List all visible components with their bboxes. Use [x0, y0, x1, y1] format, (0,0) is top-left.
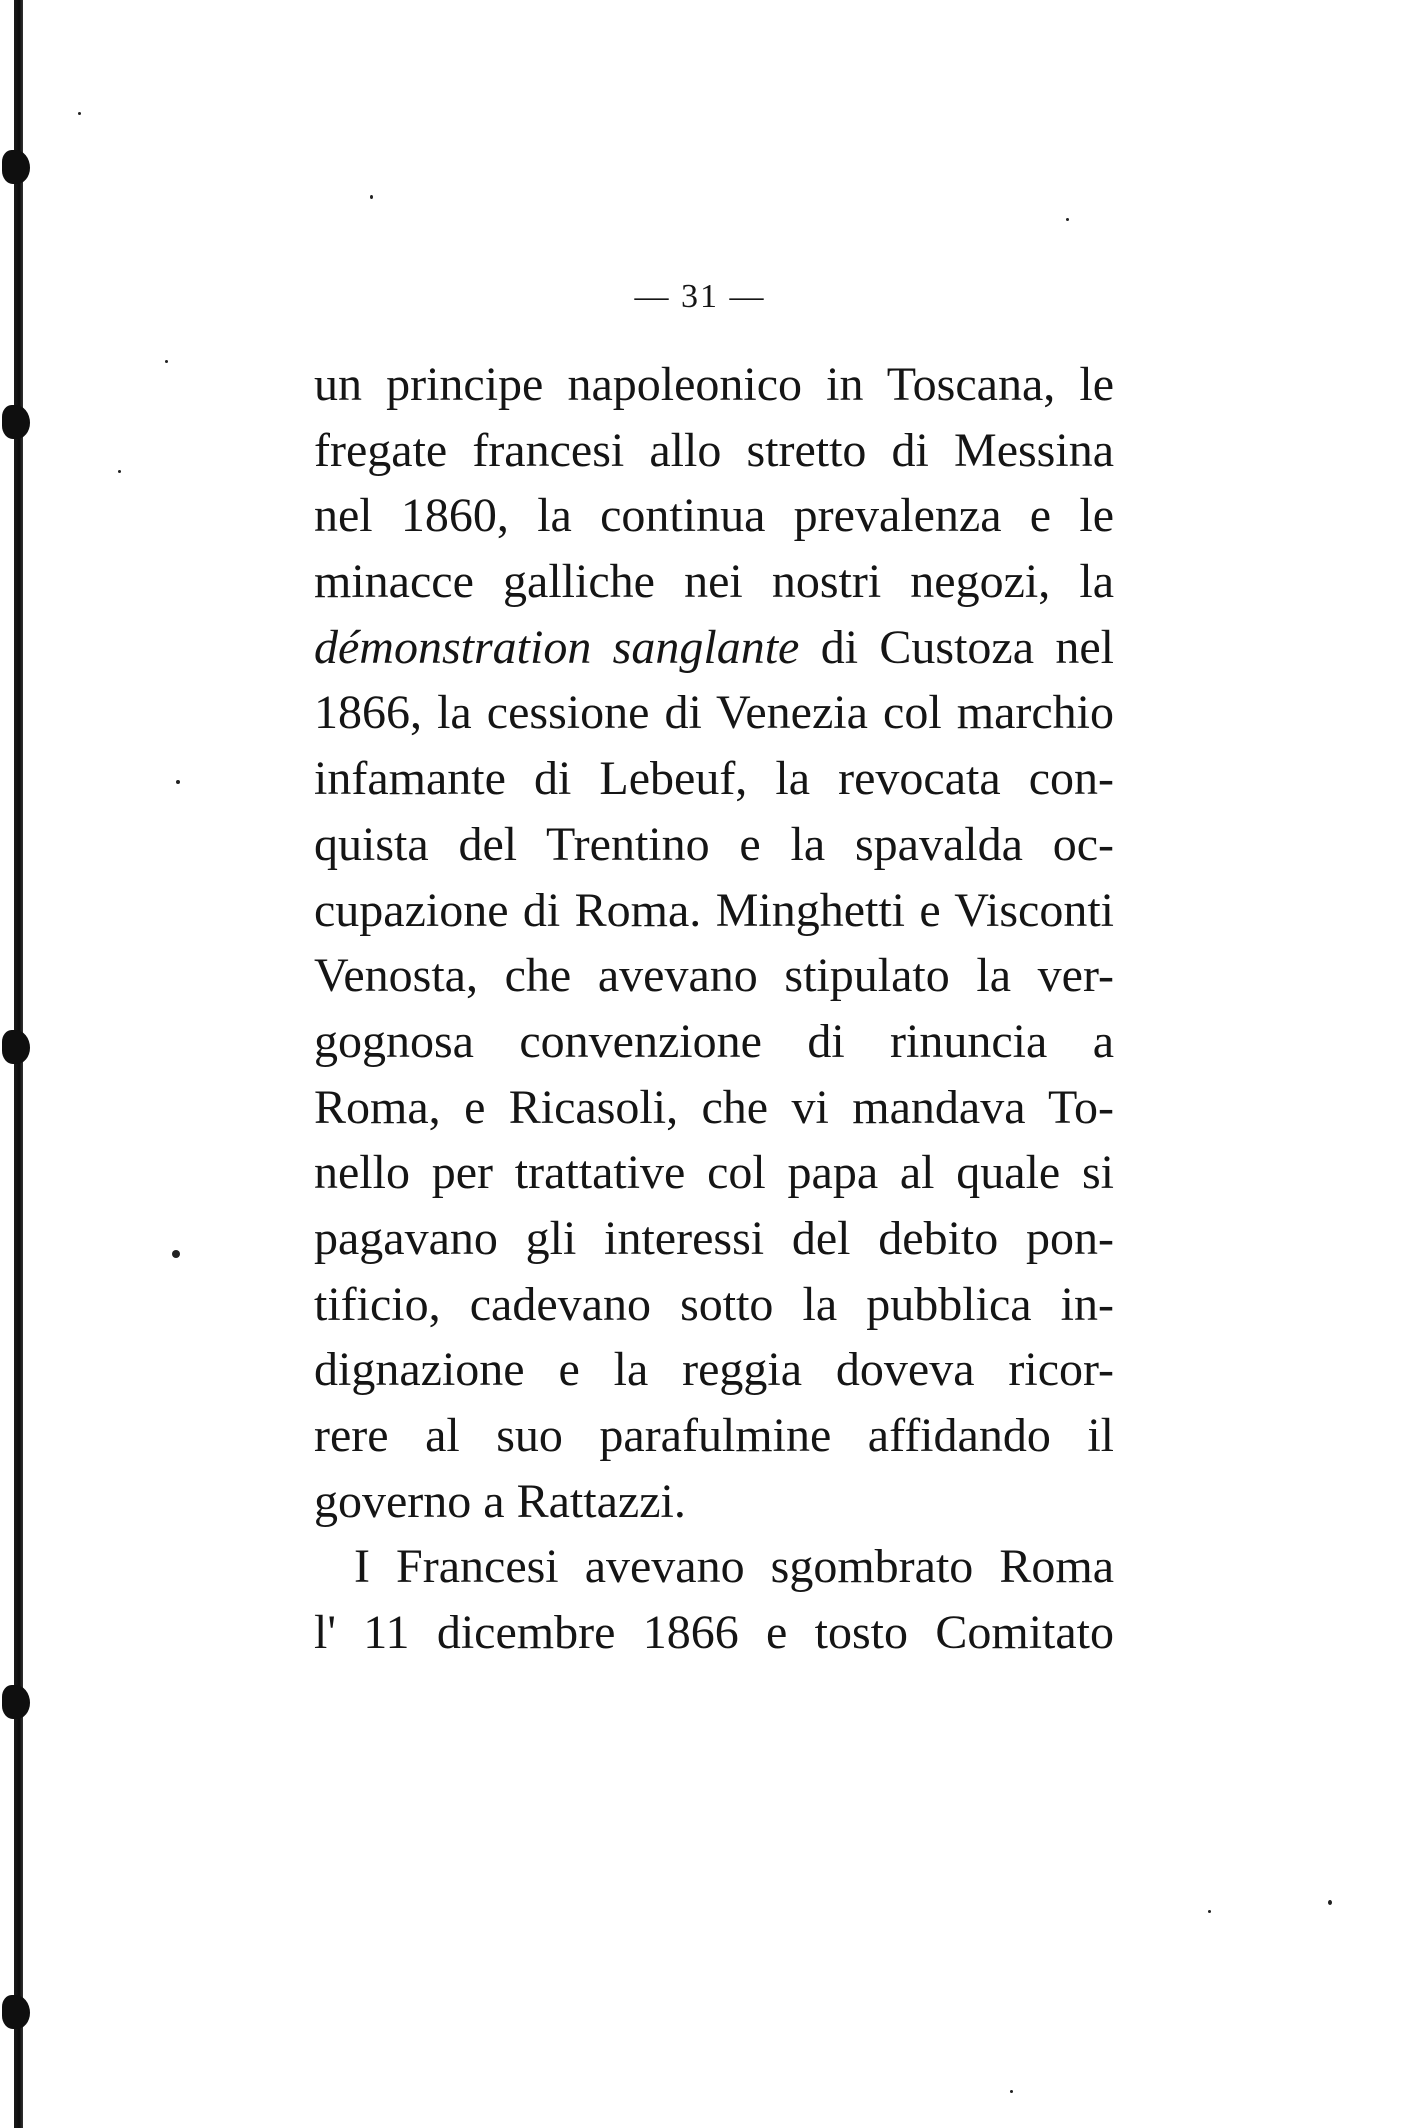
paper-speck [1010, 2090, 1013, 2093]
binding-mark [2, 150, 30, 184]
italic-phrase: démonstration sanglante [314, 620, 800, 674]
text-line: fregate francesi allo stretto di Messina [314, 423, 1114, 477]
line-rest: di Custoza nel [799, 620, 1114, 674]
text-line: quista del Trentino e la spavalda oc- [314, 817, 1114, 871]
text-line: tificio, cadevano sotto la pubblica in- [314, 1277, 1114, 1331]
paper-speck [165, 360, 168, 363]
text-line: dignazione e la reggia doveva ricor- [314, 1343, 1114, 1397]
binding-mark [2, 1685, 30, 1719]
paper-speck [1328, 1900, 1332, 1905]
paper-speck [370, 195, 373, 199]
binding-mark [2, 1030, 30, 1064]
text-line: gognosa convenzione di rinuncia a [314, 1014, 1114, 1068]
text-line: rere al suo parafulmine affidando il [314, 1409, 1114, 1462]
text-line: pagavano gli interessi del debito pon- [314, 1211, 1114, 1265]
text-line: 1866, la cessione di Venezia col marchio [314, 686, 1114, 740]
binding-mark [2, 405, 30, 439]
text-line [314, 615, 1114, 681]
binding-edge [14, 0, 23, 2128]
text-line: minacce galliche nei nostri negozi, la [314, 555, 1114, 609]
paper-speck [1208, 1910, 1211, 1913]
page-number: — 31 — [634, 278, 766, 315]
text-line: Venosta, che avevano stipulato la ver- [314, 949, 1114, 1003]
text-line: un principe napoleonico in Toscana, le [314, 358, 1114, 411]
paper-speck [172, 1250, 180, 1258]
paper-speck [176, 780, 180, 784]
text-line: l' 11 dicembre 1866 e tosto Comitato [314, 1606, 1114, 1660]
text-line: cupazione di Roma. Minghetti e Visconti [314, 883, 1114, 937]
text-line: I Francesi avevano sgombrato Roma [354, 1540, 1114, 1594]
paper-speck [78, 112, 81, 115]
paper-speck [118, 470, 121, 473]
text-line: nello per trattative col papa al quale si [314, 1146, 1114, 1200]
text-line: governo a Rattazzi. [314, 1474, 686, 1528]
text-line: infamante di Lebeuf, la revocata con- [314, 752, 1114, 806]
text-line: Roma, e Ricasoli, che vi mandava To- [314, 1080, 1114, 1134]
text-line: nel 1860, la continua prevalenza e le [314, 489, 1114, 543]
paper-speck [1066, 218, 1069, 221]
body-text [314, 352, 1114, 1666]
binding-mark [2, 1995, 30, 2029]
